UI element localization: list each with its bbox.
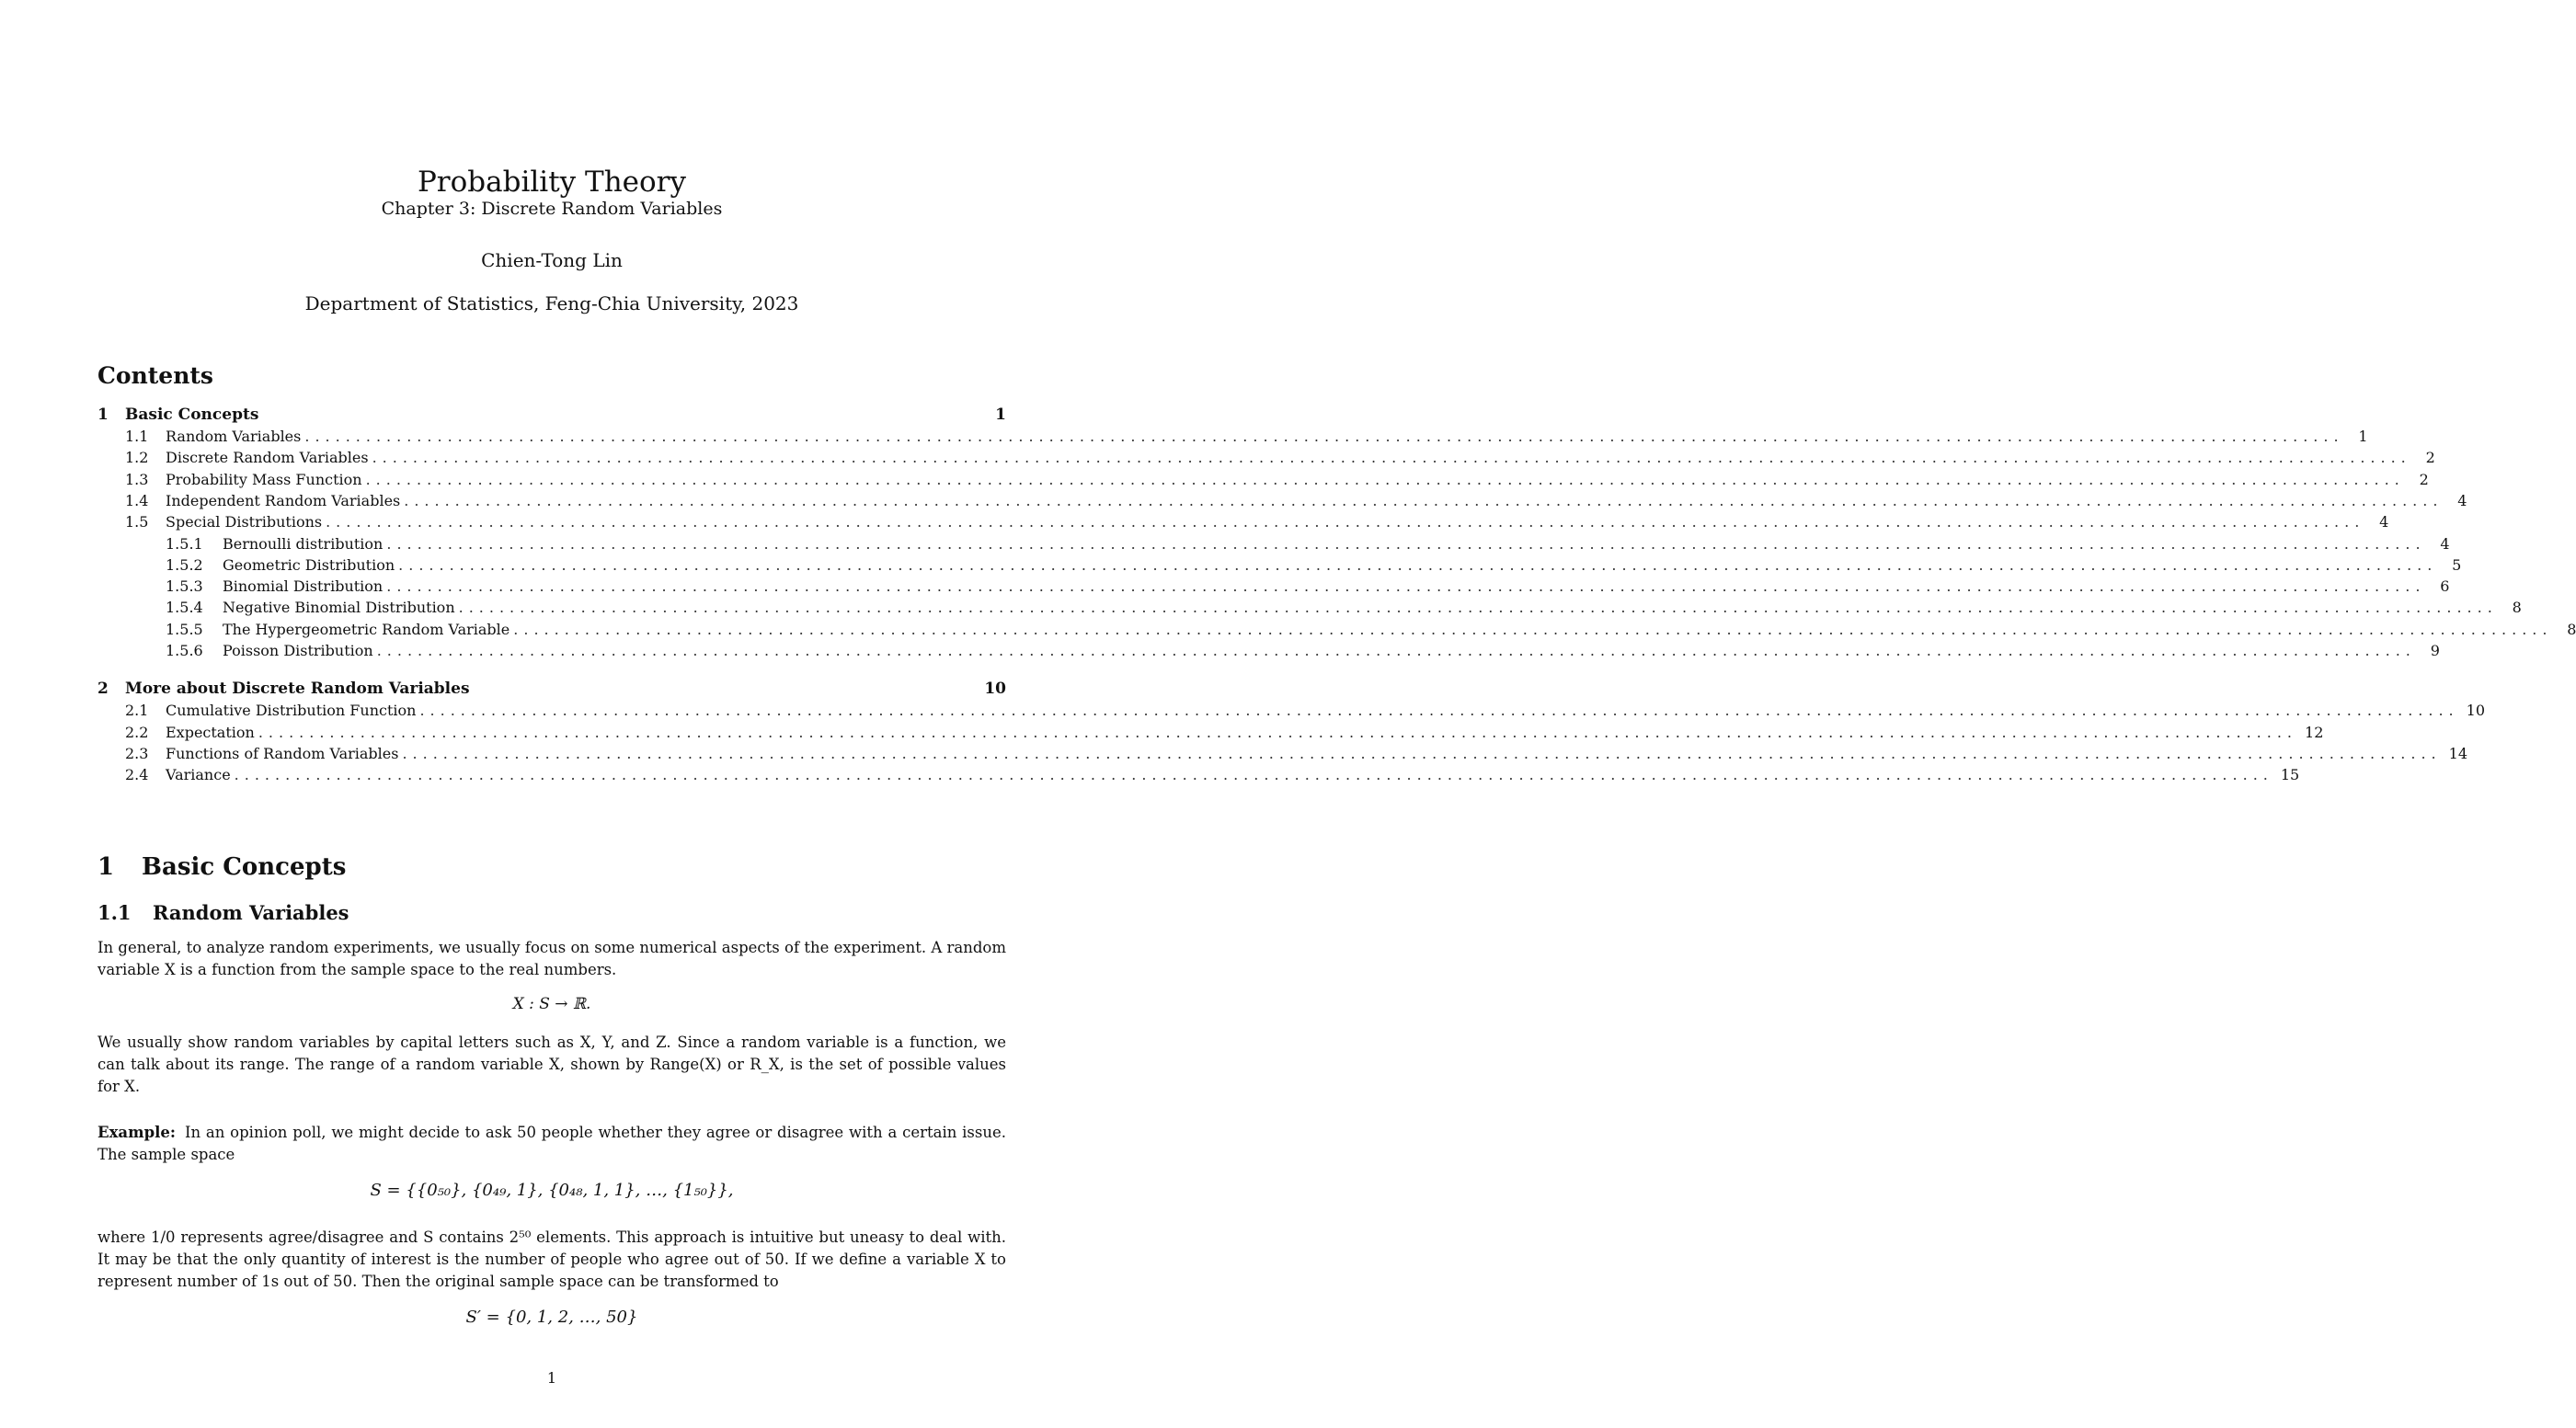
toc-entry-number: 1.3 [125,470,149,488]
toc-entry-number: 1.5.4 [166,599,203,617]
toc-entry[interactable] [97,679,1006,699]
toc-entry-page: 4 [2364,512,2388,532]
toc-entry-title: Cumulative Distribution Function [166,701,419,721]
toc-leader-dots: ........................................................................................................................................................................................................ [386,577,2426,596]
toc-entry-page: 5 [2437,555,2461,576]
toc-entry-title: Poisson Distribution [223,641,377,661]
toc-entry-number: 1.5.3 [166,577,203,596]
toc-entry-page: 1 [982,405,1006,425]
toc-entry-number: 2.1 [125,702,149,720]
toc-entry-number: 1.2 [125,449,149,467]
toc-entry[interactable] [97,448,2435,468]
toc-entry-title: Discrete Random Variables [166,448,372,468]
toc-entry-title: Special Distributions [166,512,326,532]
toc-leader-dots: ........................................................................................................................................................................................................ [458,599,2498,617]
toc-leader-dots: ........................................................................................................................................................................................................ [513,620,2553,638]
toc-entry-title: Variance [166,765,235,785]
toc-entry[interactable] [97,701,2485,721]
toc-entry-page: 15 [2273,765,2299,785]
section-heading [97,853,346,881]
toc-entry[interactable] [97,491,2467,511]
toc-entry-title: The Hypergeometric Random Variable [223,620,513,640]
toc-entry-page: 10 [977,679,1006,699]
author-name: Chien-Tong Lin [481,249,623,271]
toc-entry[interactable] [97,534,2450,554]
toc-entry[interactable] [97,405,1006,425]
subsection-title: Random Variables [153,901,349,924]
toc-entry[interactable] [97,470,2429,490]
toc-entry-page: 6 [2425,577,2449,597]
toc-entry-number: 1.5 [125,513,149,531]
example-text: In an opinion poll, we might decide to ask 50 people whether they agree or disagree with a certain issue. The sample space [97,1124,1006,1163]
document-title: Probability Theory [417,166,687,199]
toc-entry-title: Independent Random Variables [166,491,404,511]
toc-entry-number: 1.5.5 [166,620,203,638]
toc-entry[interactable] [97,512,2389,532]
paragraph-range: We usually show random variables by capital letters such as X, Y, and Z. Since a random variable is a function, we can talk about its range. The range of a random variable X, shown by Range(X) or R_X, is the set of possible values for X. [97,1034,1006,1095]
toc-entry-title: Functions of Random Variables [166,744,402,764]
toc-leader-dots: ........................................................................................................................................................................................................ [386,534,2426,553]
toc-entry[interactable] [97,620,2576,640]
toc-leader-dots: ........................................................................................................................................................................................................ [402,744,2442,762]
toc-entry[interactable] [97,765,2300,785]
toc-entry-number: 1.5.6 [166,642,203,659]
contents-heading: Contents [97,362,214,389]
toc-entry-page: 8 [2498,598,2522,618]
toc-entry[interactable] [97,641,2440,661]
toc-entry-title: Bernoulli distribution [223,534,386,554]
toc-entry-page: 4 [2426,534,2450,554]
toc-entry-title: Expectation [166,723,258,743]
toc-entry-page: 10 [2459,701,2485,721]
toc-leader-dots: ........................................................................................................................................................................................................ [404,491,2444,509]
toc-entry[interactable] [97,598,2522,618]
toc-leader-dots: ........................................................................................................................................................................................................ [365,470,2405,488]
page-number: 1 [546,1369,557,1387]
example-label: Example: [97,1124,176,1141]
toc-leader-dots: ........................................................................................................................................................................................................ [304,428,2344,445]
toc-entry-number: 1.5.2 [166,555,203,574]
toc-entry-title: Random Variables [166,427,304,447]
toc-entry[interactable] [97,577,2450,597]
toc-entry-number: 2 [97,680,109,699]
toc-entry-page: 2 [2411,448,2435,468]
toc-entry[interactable] [97,555,2462,576]
paragraph-transform: where 1/0 represents agree/disagree and S contains 2⁵⁰ elements. This approach is intuitive but uneasy to deal with. It may be that the only quantity of interest is the number of people who agree out of 50. If we define a variable X to represent number of 1s out of 50. Then the original sample space can be transformed to [97,1228,1006,1290]
document-subtitle: Chapter 3: Discrete Random Variables [381,199,723,219]
toc-entry-number: 2.2 [125,723,149,741]
toc-entry[interactable] [97,723,2324,743]
toc-entry-title: Probability Mass Function [166,470,366,490]
equation-transformed-space: S′ = {0, 1, 2, …, 50} [465,1308,638,1327]
paragraph-intro: In general, to analyze random experiments, we usually focus on some numerical aspects of the experiment. A random variable X is a function from the sample space to the real numbers. [97,939,1006,978]
affiliation: Department of Statistics, Feng-Chia University, 2023 [304,292,799,314]
toc-leader-dots: ........................................................................................................................................................................................................ [326,513,2365,531]
section-number: 1 [97,853,115,881]
toc-leader-dots: ........................................................................................................................................................................................................ [372,449,2411,467]
toc-leader-dots: ........................................................................................................................................................................................................ [419,702,2459,720]
toc-entry-title: Geometric Distribution [223,555,398,576]
toc-entry-page: 2 [2405,470,2429,490]
toc-entry-page: 12 [2297,723,2323,743]
toc-entry-page: 1 [2344,427,2368,447]
toc-leader-dots: ........................................................................................................................................................................................................ [258,723,2298,741]
toc-entry-number: 1.1 [125,428,149,445]
toc-entry-title: Binomial Distribution [223,577,386,597]
toc-entry-number: 1 [97,406,109,424]
toc-entry-number: 2.4 [125,766,149,784]
toc-entry[interactable] [97,744,2467,764]
toc-entry-number: 2.3 [125,744,149,762]
subsection-heading [97,901,349,924]
toc-entry-page: 9 [2416,641,2440,661]
toc-entry-number: 1.4 [125,491,149,509]
toc-entry-page: 4 [2443,491,2467,511]
toc-entry-title: Negative Binomial Distribution [223,598,459,618]
toc-entry[interactable] [97,427,2368,447]
equation-sample-space: S = {{0₅₀}, {0₄₉, 1}, {0₄₈, 1, 1}, …, {1₅₀}}, [370,1181,734,1200]
equation-mapping: X : S → ℝ. [512,995,591,1013]
subsection-number: 1.1 [97,901,132,924]
paragraph-example [97,1122,1006,1166]
toc-entry-title: More about Discrete Random Variables [125,679,474,699]
toc-entry-page: 14 [2442,744,2467,764]
toc-leader-dots: ........................................................................................................................................................................................................ [376,642,2416,659]
toc-leader-dots: ........................................................................................................................................................................................................ [234,766,2273,784]
toc-entry-number: 1.5.1 [166,534,203,553]
toc-leader-dots: ........................................................................................................................................................................................................ [398,555,2438,574]
section-title: Basic Concepts [142,853,347,881]
toc-entry-title: Basic Concepts [125,405,262,425]
toc-entry-page: 8 [2552,620,2576,640]
